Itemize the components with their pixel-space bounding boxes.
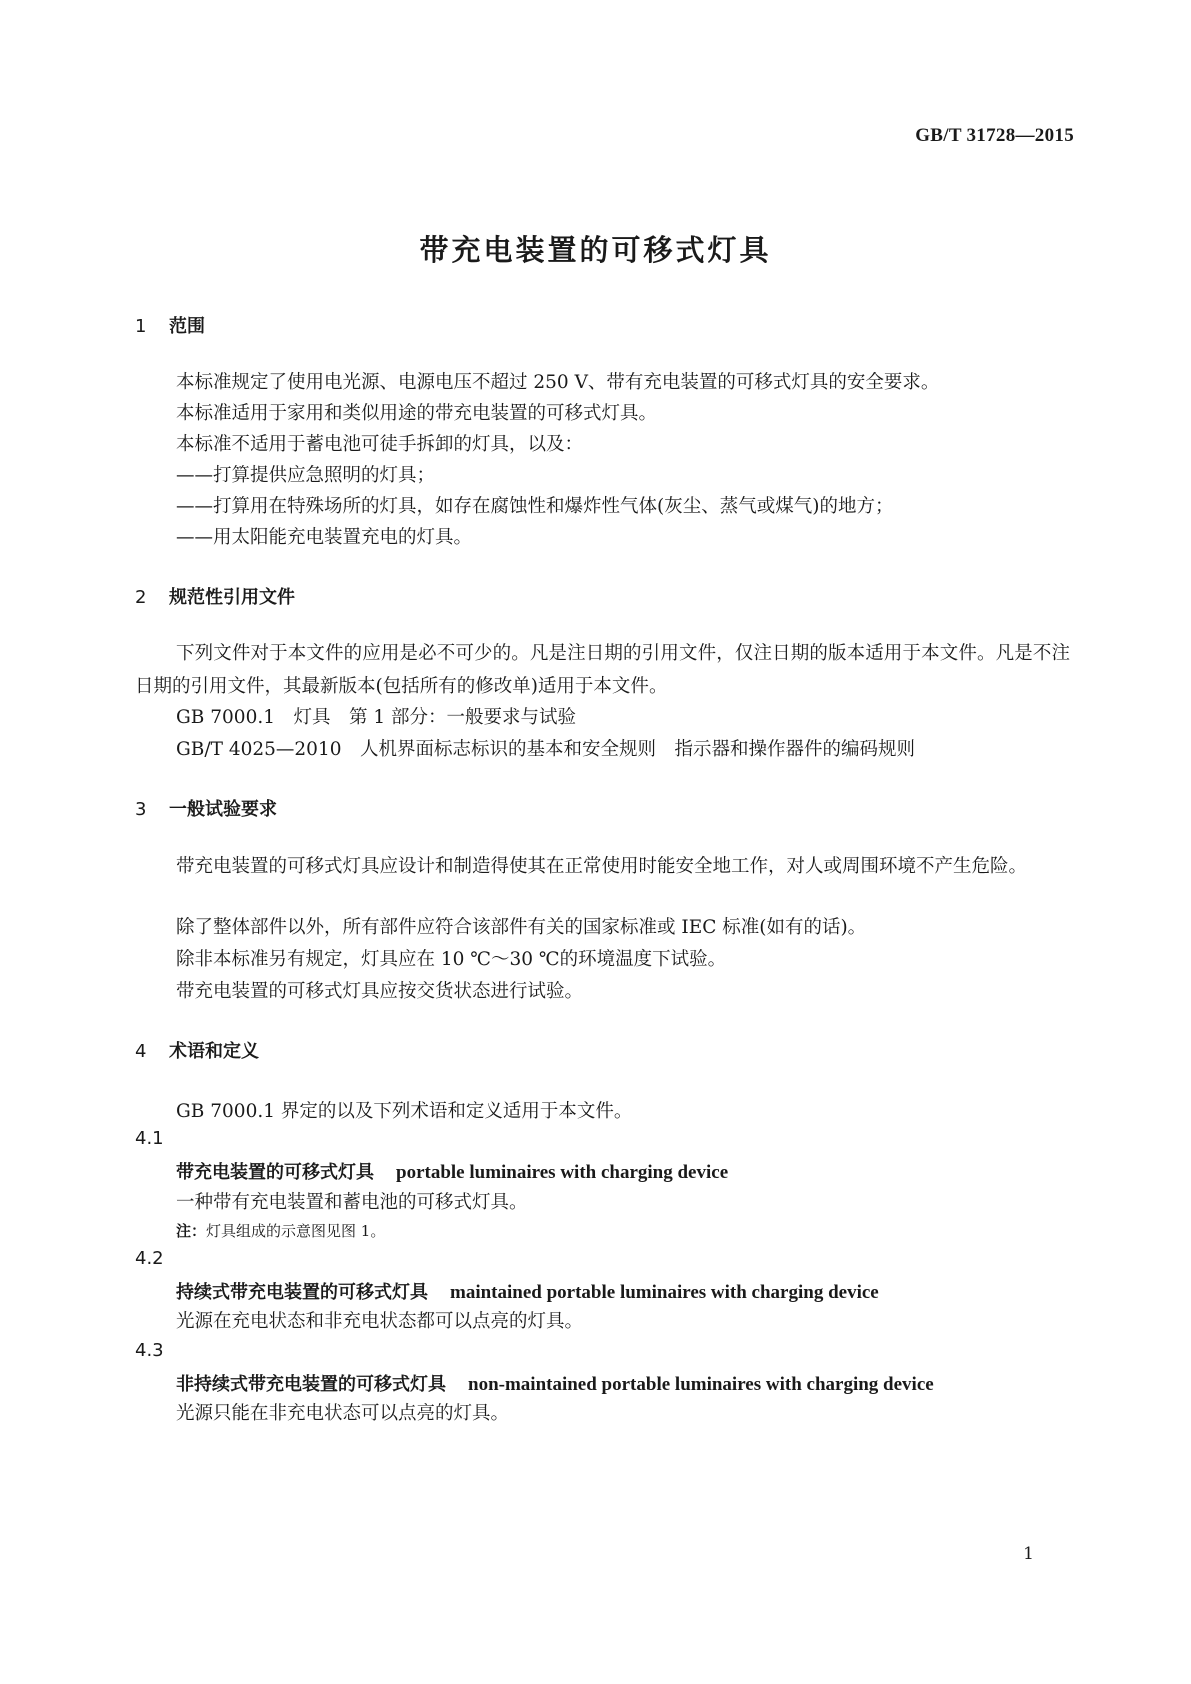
section-3-heading [135, 795, 277, 821]
term-number: 4.2 [135, 1248, 164, 1269]
term-en: non-maintained portable luminaires with charging device [468, 1374, 934, 1395]
term-en: maintained portable luminaires with charging device [450, 1282, 879, 1303]
term-zh: 非持续式带充电装置的可移式灯具 [176, 1374, 446, 1395]
paragraph: 下列文件对于本文件的应用是必不可少的。凡是注日期的引用文件，仅注日期的版本适用于本文件。凡是不注日期的引用文件，其最新版本(包括所有的修改单)适用于本文件。 [135, 643, 1070, 697]
paragraph: 除了整体部件以外，所有部件应符合该部件有关的国家标准或 IEC 标准(如有的话)。 [176, 917, 867, 938]
term-number: 4.3 [135, 1340, 164, 1361]
term-en: portable luminaires with charging device [396, 1162, 729, 1183]
section-number: 1 [135, 316, 147, 337]
section-title: 范围 [169, 316, 205, 337]
paragraph: 本标准不适用于蓄电池可徒手拆卸的灯具，以及： [176, 434, 584, 455]
term-definition: 光源在充电状态和非充电状态都可以点亮的灯具。 [176, 1311, 584, 1332]
paragraph: 带充电装置的可移式灯具应按交货状态进行试验。 [176, 981, 584, 1002]
term-heading [176, 1370, 934, 1396]
paragraph: 本标准适用于家用和类似用途的带充电装置的可移式灯具。 [176, 403, 658, 424]
section-1-heading [135, 312, 205, 338]
term-definition: 光源只能在非充电状态可以点亮的灯具。 [176, 1403, 510, 1424]
note-label: 注： [176, 1222, 207, 1240]
section-number: 4 [135, 1041, 147, 1062]
term-heading [176, 1278, 879, 1304]
page-number: 1 [1023, 1544, 1034, 1564]
section-title: 术语和定义 [169, 1041, 259, 1062]
term-number: 4.1 [135, 1128, 164, 1149]
document-title: 带充电装置的可移式灯具 [419, 233, 772, 267]
list-item: ——用太阳能充电装置充电的灯具。 [176, 527, 473, 548]
term-zh: 持续式带充电装置的可移式灯具 [176, 1282, 428, 1303]
paragraph: 带充电装置的可移式灯具应设计和制造得使其在正常使用时能安全地工作，对人或周围环境不产生危险。 [176, 856, 1028, 877]
note [176, 1220, 385, 1241]
term-zh: 带充电装置的可移式灯具 [176, 1162, 374, 1183]
section-number: 2 [135, 587, 147, 608]
section-number: 3 [135, 799, 147, 820]
reference-item: GB 7000.1 灯具 第 1 部分：一般要求与试验 [176, 707, 577, 728]
term-heading [176, 1158, 728, 1184]
section-title: 一般试验要求 [169, 799, 277, 820]
paragraph: GB 7000.1 界定的以及下列术语和定义适用于本文件。 [176, 1101, 633, 1122]
section-4-heading [135, 1037, 259, 1063]
list-item: ——打算提供应急照明的灯具； [176, 465, 436, 486]
reference-item: GB/T 4025—2010 人机界面标志标识的基本和安全规则 指示器和操作器件的编码规则 [176, 739, 915, 760]
list-item: ——打算用在特殊场所的灯具，如存在腐蚀性和爆炸性气体(灰尘、蒸气或煤气)的地方； [176, 496, 894, 517]
section-title: 规范性引用文件 [169, 587, 295, 608]
term-definition: 一种带有充电装置和蓄电池的可移式灯具。 [176, 1192, 528, 1213]
paragraph: 除非本标准另有规定，灯具应在 10 ℃～30 ℃的环境温度下试验。 [176, 949, 727, 970]
standard-number: GB/T 31728—2015 [915, 125, 1074, 146]
paragraph: 本标准规定了使用电光源、电源电压不超过 250 V、带有充电装置的可移式灯具的安全要求。 [176, 372, 940, 393]
note-text: 灯具组成的示意图见图 1。 [206, 1222, 386, 1240]
section-2-heading [135, 583, 295, 609]
